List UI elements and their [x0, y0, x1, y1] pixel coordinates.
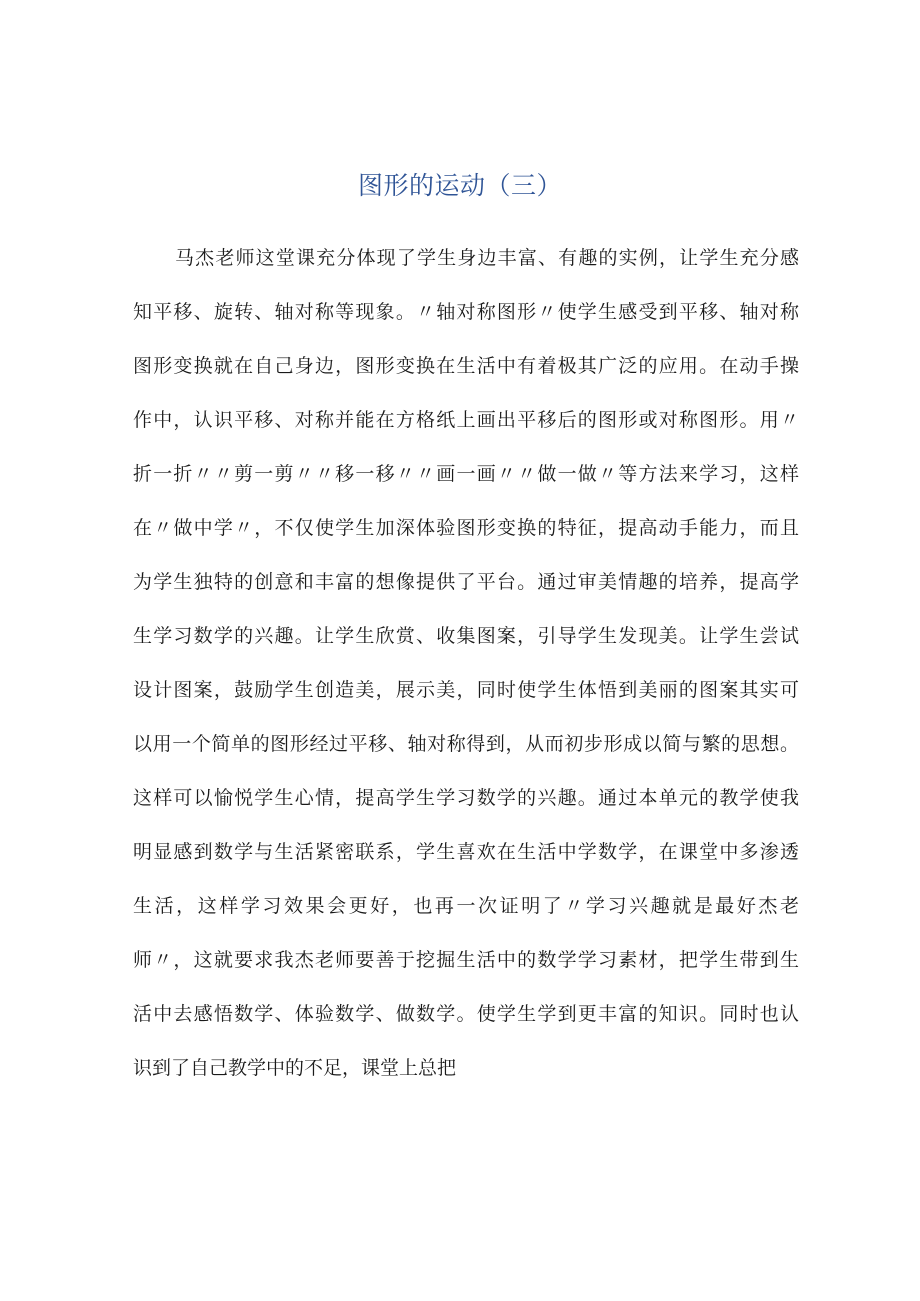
- body-paragraph: [133, 236, 799, 1100]
- paragraph-line: 师〃，这就要求我杰老师要善于挖掘生活中的数学学习素材，把学生带到生: [133, 949, 799, 971]
- page-title: 图形的运动（三）: [357, 171, 562, 200]
- paragraph-line: 知平移、旋转、轴对称等现象。〃轴对称图形〃使学生感受到平移、轴对称: [133, 301, 799, 323]
- paragraph-line: 折一折〃〃剪一剪〃〃移一移〃〃画一画〃〃做一做〃等方法来学习，这样: [133, 463, 799, 485]
- paragraph-line: 作中，认识平移、对称并能在方格纸上画出平移后的图形或对称图形。用〃: [133, 409, 799, 431]
- paragraph-line: 生学习数学的兴趣。让学生欣赏、收集图案，引导学生发现美。让学生尝试: [133, 625, 799, 647]
- paragraph-line: 生活，这样学习效果会更好，也再一次证明了〃学习兴趣就是最好杰老: [133, 895, 799, 917]
- paragraph-line: 明显感到数学与生活紧密联系，学生喜欢在生活中学数学，在课堂中多渗透: [133, 841, 799, 863]
- paragraph-line: 活中去感悟数学、体验数学、做数学。使学生学到更丰富的知识。同时也认: [133, 1003, 799, 1025]
- paragraph-line: 识到了自己教学中的不足，课堂上总把: [133, 1057, 457, 1079]
- paragraph-line: 图形变换就在自己身边，图形变换在生活中有着极其广泛的应用。在动手操: [133, 355, 799, 377]
- paragraph-line: 为学生独特的创意和丰富的想像提供了平台。通过审美情趣的培养，提高学: [133, 571, 799, 593]
- paragraph-line: 马杰老师这堂课充分体现了学生身边丰富、有趣的实例，让学生充分感: [175, 247, 799, 269]
- paragraph-line: 设计图案，鼓励学生创造美，展示美，同时使学生体悟到美丽的图案其实可: [133, 679, 799, 701]
- paragraph-line: 以用一个简单的图形经过平移、轴对称得到，从而初步形成以简与繁的思想。: [133, 733, 799, 755]
- paragraph-line: 这样可以愉悦学生心情，提高学生学习数学的兴趣。通过本单元的教学使我: [133, 787, 799, 809]
- paragraph-line: 在〃做中学〃，不仅使学生加深体验图形变换的特征，提高动手能力，而且: [133, 517, 799, 539]
